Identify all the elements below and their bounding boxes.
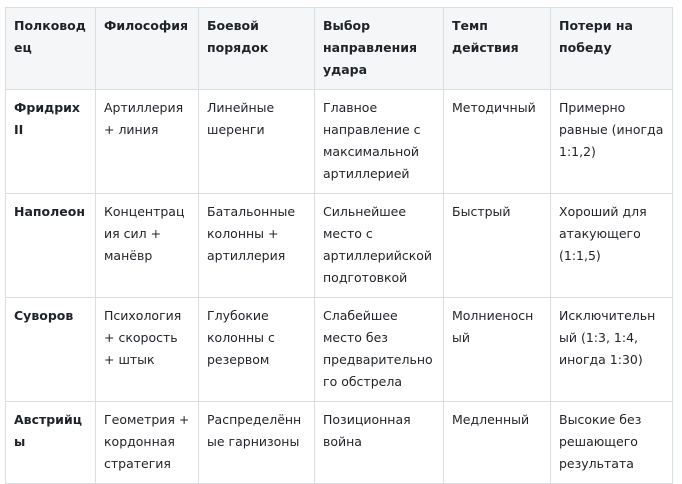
- cell-commander: Суворов: [6, 298, 96, 402]
- cell-tempo: Молниеносный: [444, 298, 551, 402]
- table-row: [6, 90, 673, 194]
- cell-losses: Исключительный (1:3, 1:4, иногда 1:30): [551, 298, 673, 402]
- cell-tempo: Медленный: [444, 402, 551, 484]
- header-row: [6, 8, 673, 90]
- cell-strike-direction: Главное направление с максимальной артиллерией: [315, 90, 444, 194]
- cell-losses: Высокие без решающего результата: [551, 402, 673, 484]
- cell-commander: Фридрих II: [6, 90, 96, 194]
- commanders-comparison-table: [5, 7, 673, 484]
- cell-losses: Примерно равные (иногда 1:1,2): [551, 90, 673, 194]
- cell-battle-order: Линейные шеренги: [199, 90, 315, 194]
- cell-philosophy: Концентрация сил + манёвр: [96, 194, 199, 298]
- table-header: [6, 8, 673, 90]
- cell-tempo: Методичный: [444, 90, 551, 194]
- header-philosophy: Философия: [96, 8, 199, 90]
- header-commander: Полководец: [6, 8, 96, 90]
- cell-strike-direction: Слабейшее место без предварительного обстрела: [315, 298, 444, 402]
- table-row: [6, 298, 673, 402]
- cell-commander: Наполеон: [6, 194, 96, 298]
- cell-tempo: Быстрый: [444, 194, 551, 298]
- cell-strike-direction: Позиционная война: [315, 402, 444, 484]
- cell-battle-order: Глубокие колонны с резервом: [199, 298, 315, 402]
- cell-philosophy: Психология + скорость + штык: [96, 298, 199, 402]
- cell-losses: Хороший для атакующего (1:1,5): [551, 194, 673, 298]
- cell-battle-order: Распределённые гарнизоны: [199, 402, 315, 484]
- header-strike-direction: Выбор направления удара: [315, 8, 444, 90]
- header-battle-order: Боевой порядок: [199, 8, 315, 90]
- table-row: [6, 402, 673, 484]
- table-row: [6, 194, 673, 298]
- header-losses: Потери на победу: [551, 8, 673, 90]
- table-body: [6, 90, 673, 484]
- cell-philosophy: Геометрия + кордонная стратегия: [96, 402, 199, 484]
- cell-strike-direction: Сильнейшее место с артиллерийской подготовкой: [315, 194, 444, 298]
- cell-philosophy: Артиллерия + линия: [96, 90, 199, 194]
- comparison-table-container: [5, 7, 672, 484]
- cell-commander: Австрийцы: [6, 402, 96, 484]
- header-tempo: Темп действия: [444, 8, 551, 90]
- cell-battle-order: Батальонные колонны + артиллерия: [199, 194, 315, 298]
